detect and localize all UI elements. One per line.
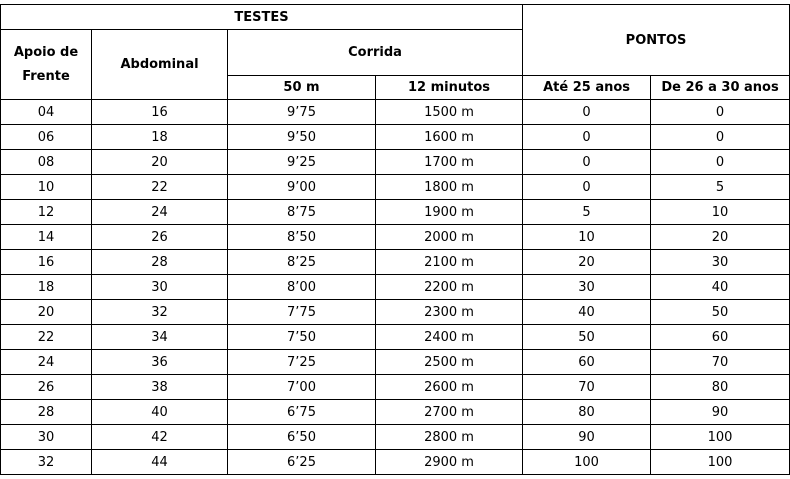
cell-corrida-50m: 6’25 (228, 450, 376, 475)
cell-apoio: 16 (1, 250, 92, 275)
header-abdominal: Abdominal (92, 30, 228, 100)
cell-apoio: 30 (1, 425, 92, 450)
cell-abdominal: 26 (92, 225, 228, 250)
header-apoio-line2: Frente (22, 68, 70, 84)
table-row (1, 350, 790, 375)
table-row (1, 125, 790, 150)
cell-corrida-12min: 2100 m (376, 250, 523, 275)
cell-pontos-26-30: 10 (651, 200, 790, 225)
cell-apoio: 24 (1, 350, 92, 375)
cell-apoio: 22 (1, 325, 92, 350)
cell-pontos-26-30: 0 (651, 100, 790, 125)
cell-pontos-ate-25: 0 (523, 150, 651, 175)
cell-pontos-ate-25: 40 (523, 300, 651, 325)
header-row-1 (1, 5, 790, 30)
cell-pontos-ate-25: 0 (523, 100, 651, 125)
cell-pontos-26-30: 0 (651, 150, 790, 175)
cell-abdominal: 38 (92, 375, 228, 400)
score-table-container (0, 4, 790, 475)
cell-corrida-50m: 8’75 (228, 200, 376, 225)
cell-corrida-50m: 9’00 (228, 175, 376, 200)
cell-corrida-12min: 2600 m (376, 375, 523, 400)
cell-apoio: 12 (1, 200, 92, 225)
header-apoio-line1: Apoio de (13, 44, 79, 60)
cell-pontos-26-30: 50 (651, 300, 790, 325)
cell-pontos-ate-25: 100 (523, 450, 651, 475)
header-apoio-de-frente (1, 30, 92, 100)
table-row (1, 425, 790, 450)
cell-apoio: 04 (1, 100, 92, 125)
cell-abdominal: 36 (92, 350, 228, 375)
cell-corrida-12min: 1700 m (376, 150, 523, 175)
cell-corrida-12min: 2400 m (376, 325, 523, 350)
header-corrida-50m: 50 m (228, 76, 376, 100)
header-corrida-12min: 12 minutos (376, 76, 523, 100)
cell-pontos-ate-25: 70 (523, 375, 651, 400)
cell-abdominal: 28 (92, 250, 228, 275)
table-row (1, 250, 790, 275)
cell-corrida-12min: 1800 m (376, 175, 523, 200)
cell-abdominal: 20 (92, 150, 228, 175)
cell-abdominal: 22 (92, 175, 228, 200)
cell-abdominal: 16 (92, 100, 228, 125)
cell-apoio: 26 (1, 375, 92, 400)
header-testes: TESTES (1, 5, 523, 30)
cell-pontos-26-30: 70 (651, 350, 790, 375)
cell-abdominal: 24 (92, 200, 228, 225)
cell-corrida-50m: 8’25 (228, 250, 376, 275)
cell-abdominal: 32 (92, 300, 228, 325)
cell-corrida-12min: 1600 m (376, 125, 523, 150)
cell-apoio: 18 (1, 275, 92, 300)
cell-corrida-50m: 6’50 (228, 425, 376, 450)
cell-corrida-50m: 9’50 (228, 125, 376, 150)
cell-pontos-ate-25: 80 (523, 400, 651, 425)
cell-pontos-26-30: 5 (651, 175, 790, 200)
cell-corrida-12min: 2800 m (376, 425, 523, 450)
header-pontos: PONTOS (523, 5, 790, 76)
cell-corrida-12min: 2000 m (376, 225, 523, 250)
cell-corrida-12min: 2900 m (376, 450, 523, 475)
cell-abdominal: 34 (92, 325, 228, 350)
cell-corrida-50m: 7’75 (228, 300, 376, 325)
table-row (1, 300, 790, 325)
cell-corrida-50m: 6’75 (228, 400, 376, 425)
cell-abdominal: 44 (92, 450, 228, 475)
cell-corrida-50m: 7’00 (228, 375, 376, 400)
cell-pontos-ate-25: 50 (523, 325, 651, 350)
cell-corrida-12min: 2300 m (376, 300, 523, 325)
cell-apoio: 10 (1, 175, 92, 200)
cell-corrida-12min: 2200 m (376, 275, 523, 300)
cell-pontos-ate-25: 90 (523, 425, 651, 450)
cell-pontos-ate-25: 10 (523, 225, 651, 250)
cell-corrida-50m: 7’50 (228, 325, 376, 350)
cell-apoio: 06 (1, 125, 92, 150)
cell-abdominal: 40 (92, 400, 228, 425)
cell-corrida-50m: 7’25 (228, 350, 376, 375)
header-ate-25-anos: Até 25 anos (523, 76, 651, 100)
cell-corrida-50m: 9’75 (228, 100, 376, 125)
table-row (1, 175, 790, 200)
cell-apoio: 28 (1, 400, 92, 425)
cell-pontos-26-30: 80 (651, 375, 790, 400)
cell-pontos-ate-25: 5 (523, 200, 651, 225)
table-row (1, 200, 790, 225)
cell-pontos-26-30: 20 (651, 225, 790, 250)
cell-abdominal: 30 (92, 275, 228, 300)
table-row (1, 325, 790, 350)
table-row (1, 375, 790, 400)
cell-abdominal: 18 (92, 125, 228, 150)
cell-pontos-ate-25: 60 (523, 350, 651, 375)
cell-corrida-12min: 1500 m (376, 100, 523, 125)
cell-pontos-ate-25: 0 (523, 175, 651, 200)
cell-pontos-26-30: 90 (651, 400, 790, 425)
cell-corrida-12min: 2700 m (376, 400, 523, 425)
cell-pontos-26-30: 60 (651, 325, 790, 350)
cell-corrida-12min: 1900 m (376, 200, 523, 225)
table-row (1, 150, 790, 175)
cell-pontos-ate-25: 20 (523, 250, 651, 275)
cell-corrida-12min: 2500 m (376, 350, 523, 375)
header-de-26-a-30-anos: De 26 a 30 anos (651, 76, 790, 100)
table-row (1, 100, 790, 125)
table-row (1, 275, 790, 300)
score-table (0, 4, 790, 475)
cell-pontos-26-30: 100 (651, 425, 790, 450)
cell-apoio: 14 (1, 225, 92, 250)
table-body (1, 100, 790, 475)
table-row (1, 450, 790, 475)
cell-pontos-ate-25: 30 (523, 275, 651, 300)
cell-corrida-50m: 9’25 (228, 150, 376, 175)
cell-pontos-26-30: 40 (651, 275, 790, 300)
cell-corrida-50m: 8’00 (228, 275, 376, 300)
table-row (1, 225, 790, 250)
cell-pontos-26-30: 100 (651, 450, 790, 475)
cell-pontos-26-30: 0 (651, 125, 790, 150)
header-corrida: Corrida (228, 30, 523, 76)
cell-pontos-26-30: 30 (651, 250, 790, 275)
cell-apoio: 20 (1, 300, 92, 325)
cell-apoio: 32 (1, 450, 92, 475)
cell-pontos-ate-25: 0 (523, 125, 651, 150)
cell-apoio: 08 (1, 150, 92, 175)
table-row (1, 400, 790, 425)
cell-corrida-50m: 8’50 (228, 225, 376, 250)
cell-abdominal: 42 (92, 425, 228, 450)
